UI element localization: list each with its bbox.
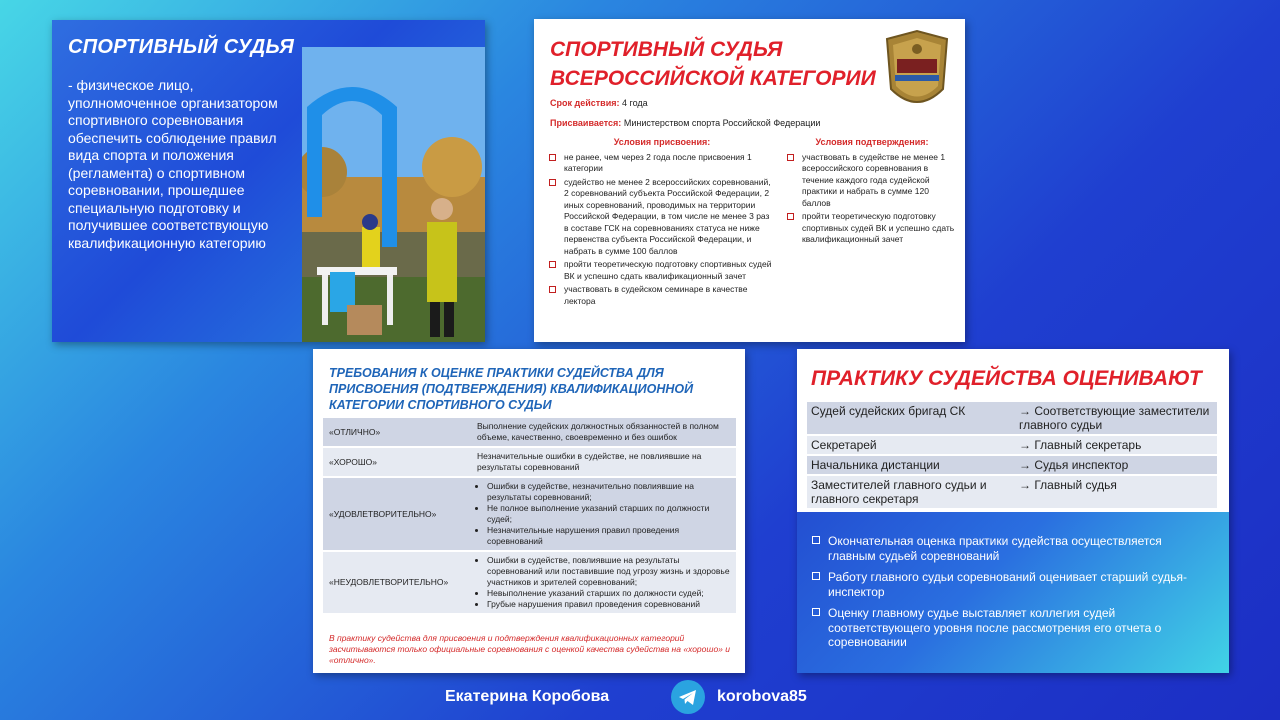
card-all-russian-category — [534, 19, 965, 342]
confirm-title: Условия подтверждения: — [815, 137, 929, 147]
telegram-icon[interactable] — [671, 680, 705, 714]
grade-item: • Грубые нарушения правил проведения соревнований — [487, 599, 730, 610]
grade-cell: «ОТЛИЧНО» — [323, 418, 471, 447]
grade-item: • Ошибки в судействе, незначительно повлиявшие на результаты соревнований; — [487, 481, 730, 503]
grade-description: Выполнение судейских должностных обязанностей в полном объеме, качественно, своевременно и без ошибок — [471, 418, 736, 447]
evaluated-cell: Заместителей главного судьи и главного секретаря — [807, 475, 1015, 509]
grade-item: • Ошибки в судействе, повлиявшие на результаты соревнований или поставившие под угрозу жизнь и здоровье участников и зрителей соревнований; — [487, 555, 730, 588]
assign-conditions — [548, 137, 776, 309]
grade-cell: «НЕУДОВЛЕТВОРИТЕЛЬНО» — [323, 551, 471, 614]
assign-item: судейство не менее 2 всероссийских соревнований, 2 соревнований субъекта Российской Федерации, 2 иных соревнований, проводимых на территории Российской Федерации, в том числе не менее 3 раз в составе ГСК на соревнованиях статуса не ниже первенства субъекта Российской Федерации, и набрать в сумме 100 баллов — [548, 177, 776, 258]
card3-note: В практику судейства для присвоения и подтверждения квалификационных категорий засчитываются только официальные соревнования с оценкой качества судейства на «хорошо» и «отлично». — [329, 633, 730, 665]
evaluator-cell: → Главный секретарь — [1015, 435, 1217, 455]
telegram-handle[interactable]: korobova85 — [717, 688, 807, 705]
table-row — [323, 477, 736, 551]
card1-title: СПОРТИВНЫЙ СУДЬЯ — [68, 36, 295, 58]
assigned-label: Присваивается: — [550, 118, 622, 128]
table-row — [323, 418, 736, 447]
assign-item: не ранее, чем через 2 года после присвоения 1 категории — [548, 152, 776, 175]
list-item: Оценку главному судье выставляет коллегия судей соответствующего уровня после рассмотрения его отчета о соревновании — [811, 606, 1211, 650]
evaluated-cell: Начальника дистанции — [807, 455, 1015, 475]
judge-badge-icon — [881, 29, 953, 115]
photo-judges-at-race — [302, 47, 485, 342]
evaluator-cell: → Судья инспектор — [1015, 455, 1217, 475]
term-line — [550, 98, 648, 108]
term-label: Срок действия: — [550, 98, 620, 108]
table-row — [323, 551, 736, 614]
list-item: Работу главного судьи соревнований оценивает старший судья-инспектор — [811, 570, 1211, 599]
table-row — [807, 455, 1217, 475]
card2-title-line1: СПОРТИВНЫЙ СУДЬЯ — [550, 38, 783, 61]
card2-title-line2: ВСЕРОССИЙСКОЙ КАТЕГОРИИ — [550, 67, 876, 90]
assign-item: участвовать в судейском семинаре в качестве лектора — [548, 284, 776, 307]
grade-cell: «ХОРОШО» — [323, 447, 471, 477]
evaluation-notes — [811, 534, 1211, 657]
card3-title: ТРЕБОВАНИЯ К ОЦЕНКЕ ПРАКТИКИ СУДЕЙСТВА ДЛЯ ПРИСВОЕНИЯ (ПОДТВЕРЖДЕНИЯ) КВАЛИФИКАЦИОННОЙ КАТЕГОРИИ СПОРТИВНОГО СУДЬИ — [329, 366, 694, 412]
card-who-evaluates — [797, 349, 1229, 673]
confirm-item: пройти теоретическую подготовку спортивных судей ВК и успешно сдать квалификационный зачет — [786, 211, 958, 246]
grade-item: • Незначительные нарушения правил проведения соревнований — [487, 525, 730, 547]
assign-title: Условия присвоения: — [613, 137, 711, 147]
table-row — [323, 447, 736, 477]
grade-description — [471, 551, 736, 614]
footer — [0, 680, 1280, 714]
assigned-value: Министерством спорта Российской Федерации — [623, 118, 821, 128]
list-item: Окончательная оценка практики судейства осуществляется главным судьей соревнований — [811, 534, 1211, 563]
card-sports-judge — [52, 20, 485, 342]
table-row — [807, 475, 1217, 509]
card4-title: ПРАКТИКУ СУДЕЙСТВА ОЦЕНИВАЮТ — [811, 367, 1202, 390]
confirm-conditions — [786, 137, 958, 248]
table-row — [807, 402, 1217, 435]
assign-item: пройти теоретическую подготовку спортивных судей ВК и успешно сдать квалификационный зачет — [548, 259, 776, 282]
grade-cell: «УДОВЛЕТВОРИТЕЛЬНО» — [323, 477, 471, 551]
table-row — [807, 435, 1217, 455]
grade-item: • Невыполнение указаний старших по должности судей; — [487, 588, 730, 599]
evaluators-panel — [797, 349, 1229, 512]
evaluator-cell: → Соответствующие заместители главного судьи — [1015, 402, 1217, 435]
card-evaluation-requirements — [313, 349, 745, 673]
definition-block — [52, 20, 302, 342]
grade-item: • Не полное выполнение указаний старших по должности судей; — [487, 503, 730, 525]
confirm-item: участвовать в судействе не менее 1 всероссийского соревнования в течение каждого года судейской практики и набрать в сумме 120 баллов — [786, 152, 958, 210]
evaluated-cell: Секретарей — [807, 435, 1015, 455]
evaluators-table — [807, 402, 1217, 510]
evaluator-cell: → Главный судья — [1015, 475, 1217, 509]
card2-title — [550, 35, 876, 93]
card1-definition: - физическое лицо, уполномоченное организатором спортивного соревнования обеспечить соблюдение правил вида спорта и положения (регламента) о спортивном соревновании, прошедшее специальную подготовку и получившее соответствующую квалификационную категорию — [68, 77, 278, 251]
grade-description: Незначительные ошибки в судействе, не повлиявшие на результаты соревнований — [471, 447, 736, 477]
grade-description — [471, 477, 736, 551]
author-name: Екатерина Коробова — [445, 688, 610, 705]
evaluated-cell: Судей судейских бригад СК — [807, 402, 1015, 435]
assigned-line — [550, 118, 820, 128]
term-value: 4 года — [622, 98, 648, 108]
grades-table — [323, 418, 736, 615]
